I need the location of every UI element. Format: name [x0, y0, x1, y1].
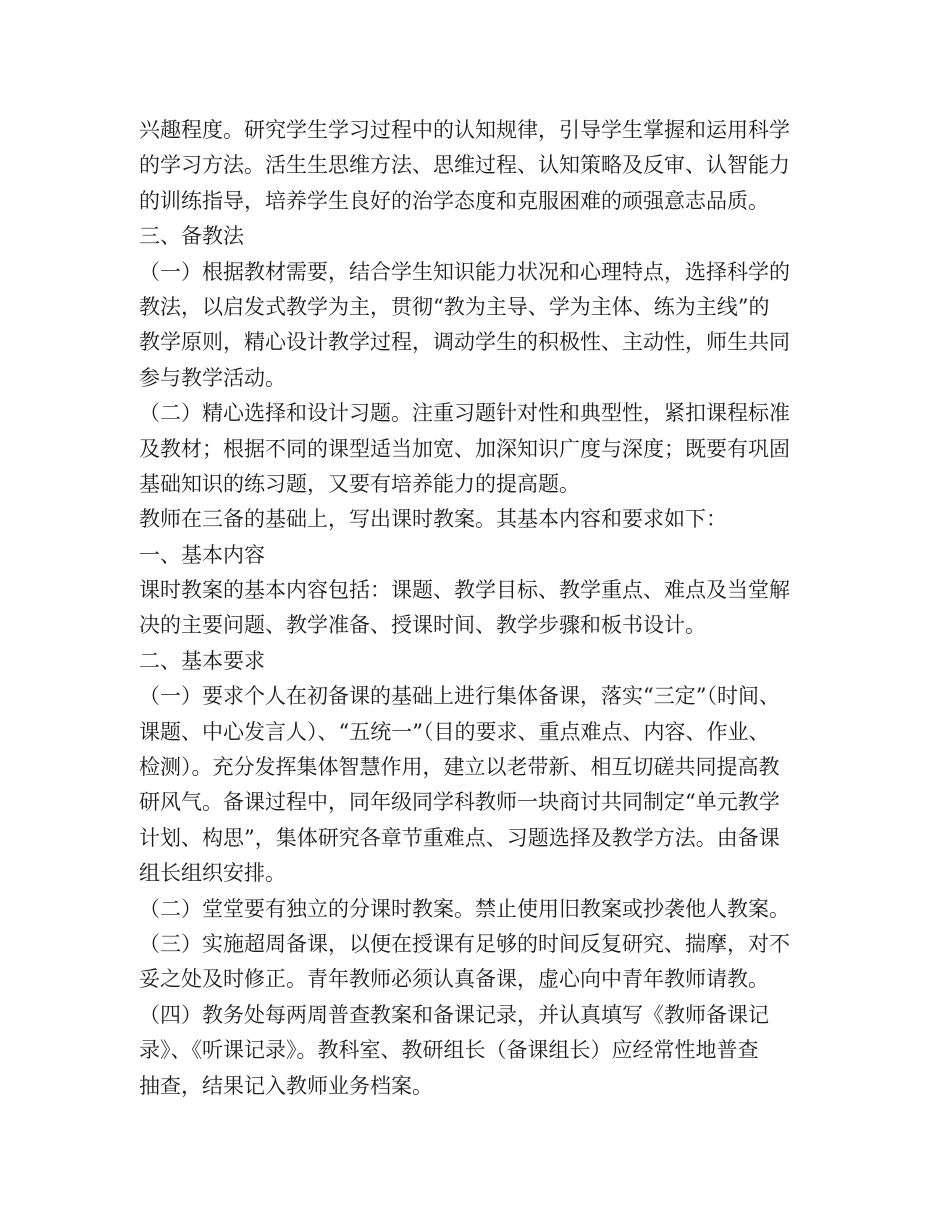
text-line: 的学习方法。活生生思维方法、思维过程、认知策略及反审、认智能力 — [139, 153, 790, 178]
text-line: 兴趣程度。研究学生学习过程中的认知规律，引导学生掌握和运用科学 — [139, 118, 790, 142]
text-line: （一）要求个人在初备课的基础上进行集体备课，落实“三定”（时间、 — [139, 684, 780, 709]
text-line: 基础知识的练习题，又要有培养能力的提高题。 — [139, 471, 580, 496]
text-line: （四）教务处每两周普查教案和备课记录，并认真填写《教师备课记 — [139, 1002, 769, 1027]
text-line: 参与教学活动。 — [139, 365, 286, 390]
section-heading: 一、基本内容 — [139, 542, 265, 567]
text-line: 妥之处及时修正。青年教师必须认真备课，虚心向中青年教师请教。 — [139, 967, 769, 992]
text-line: 及教材；根据不同的课型适当加宽、加深知识广度与深度；既要有巩固 — [139, 436, 790, 461]
section-heading: 三、备教法 — [139, 224, 244, 249]
text-line: （二）精心选择和设计习题。注重习题针对性和典型性，紧扣课程标准 — [139, 401, 790, 426]
text-line: 课时教案的基本内容包括：课题、教学目标、教学重点、难点及当堂解 — [139, 578, 790, 603]
section-heading: 二、基本要求 — [139, 648, 265, 673]
text-line: 教师在三备的基础上，写出课时教案。其基本内容和要求如下： — [139, 507, 727, 532]
text-line: 的训练指导，培养学生良好的治学态度和克服困难的顽强意志品质。 — [139, 188, 769, 213]
text-line: 决的主要问题、教学准备、授课时间、教学步骤和板书设计。 — [139, 613, 706, 638]
text-line: 课题、中心发言人）、“五统一”（目的要求、重点难点、内容、作业、 — [139, 719, 770, 744]
text-line: 检测）。充分发挥集体智慧作用，建立以老带新、相互切磋共同提高教 — [139, 755, 780, 780]
text-line: （二）堂堂要有独立的分课时教案。禁止使用旧教案或抄袭他人教案。 — [139, 896, 790, 921]
text-line: 研风气。备课过程中，同年级同学科教师一块商讨共同制定“单元教学 — [139, 790, 780, 815]
text-line: 计划、构思”，集体研究各章节重难点、习题选择及教学方法。由备课 — [139, 825, 780, 850]
text-line: 教法，以启发式教学为主，贯彻“教为主导、学为主体、练为主线”的 — [139, 294, 770, 319]
text-line: （三）实施超周备课，以便在授课有足够的时间反复研究、揣摩，对不 — [139, 931, 790, 956]
text-line: （一）根据教材需要，结合学生知识能力状况和心理特点，选择科学的 — [139, 259, 790, 284]
text-line: 组长组织安排。 — [139, 861, 286, 886]
document-body — [139, 113, 829, 1104]
text-line: 抽查，结果记入教师业务档案。 — [139, 1073, 433, 1098]
text-line: 录》、《听课记录》。教科室、教研组长（备课组长）应经常性地普查 — [139, 1038, 759, 1063]
text-line: 教学原则，精心设计教学过程，调动学生的积极性、主动性，师生共同 — [139, 330, 790, 355]
